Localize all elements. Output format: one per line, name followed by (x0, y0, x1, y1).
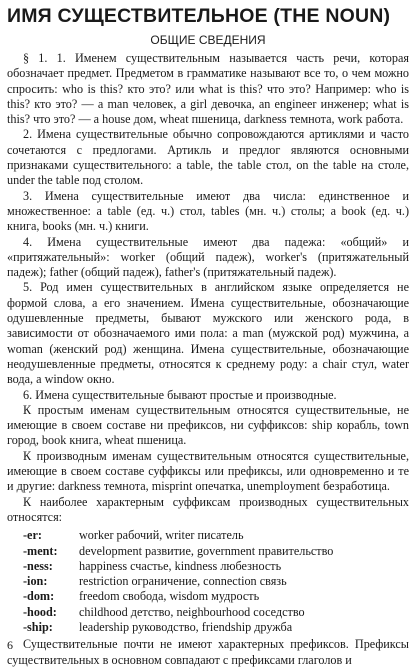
table-row (23, 528, 333, 543)
examples-cell: childhood детство, neighbourhood соседство (79, 604, 305, 619)
examples-cell: leadership руководство, friendship дружба (79, 619, 293, 634)
suffix-cell: -dom: (23, 589, 55, 604)
table-row (23, 589, 333, 604)
paragraph-2: 2. Имена существительные обычно сопровождаются артиклями и часто сочетаются с предлогами. Артикль и предлог являются основными признаками существительного: a table, the table стол, on the table на столе, under the table под столом. (7, 127, 409, 188)
suffix-cell: -ment: (23, 543, 58, 558)
paragraph-3: 3. Имена существительные имеют два числа: единственное и множественное: a table (ед. ч.) стол, tables (мн. ч.) столы; a book (ед. ч.) книга, books (мн. ч.) книги. (7, 188, 409, 234)
paragraph-1: § 1. 1. Именем существительным называется часть речи, которая обозначает предмет. Предметом в грамматике называют все то, о чем можно спросить: who is this? кто это? или what is this? что это? Например: who is this? кто это? — a man человек, a girl девочка, an engineer инженер; what is this? что это? — a house дом, wheat пшеница, darkness темнота, work работа. (7, 51, 409, 127)
paragraph-6: 6. Имена существительные бывают простые и производные. (23, 387, 337, 402)
examples-cell: worker рабочий, writer писатель (79, 528, 244, 543)
paragraph-9: К наиболее характерным суффиксам производных существительных относятся: (7, 494, 409, 524)
table-row (23, 620, 333, 635)
document-body (7, 51, 409, 668)
paragraph-5: 5. Род имен существительных в английском языке определяется не формой слова, а его значением. Имена существительные, обозначающие одушевленные предметы, бывают мужского или женского рода, в зависимости от обозначаемого ими пола: a man (мужской род) мужчина, a woman (женский род) женщина. Имена существительные, обозначающие неодушевленные предметы, относятся к среднему роду: a chair стул, water вода, a window окно. (7, 280, 409, 387)
table-row (23, 605, 333, 620)
suffix-cell: -hood: (23, 604, 57, 619)
table-row (23, 559, 333, 574)
suffix-cell: -ship: (23, 619, 53, 634)
suffix-cell: -ness: (23, 558, 53, 573)
paragraph-7: К простым именам существительным относятся существительные, не имеющие в своем составе ни префиксов, ни суффиксов: ship корабль, town город, book книга, wheat пшеница. (7, 402, 409, 448)
table-row (23, 544, 333, 559)
examples-cell: happiness счастье, kindness любезность (79, 558, 282, 573)
paragraph-4: 4. Имена существительные имеют два падежа: «общий» и «притяжательный»: worker (общий падеж), worker's (притяжательный падеж); father (общий падеж), father's (притяжательный падеж). (7, 234, 409, 280)
page-number: 6 (7, 638, 13, 652)
paragraph-8: К производным именам существительным относятся существительные, имеющие в своем составе суффиксы или префиксы, или одновременно и те и другие: darkness темнота, misprint опечатка, unemployment безработица. (7, 448, 409, 494)
examples-cell: freedom свобода, wisdom мудрость (79, 589, 260, 604)
table-row (23, 574, 333, 589)
suffix-cell: -er: (23, 528, 42, 543)
suffix-table (23, 528, 333, 635)
examples-cell: restriction ограничение, connection связь (79, 574, 287, 589)
closing-paragraph: Существительные почти не имеют характерных префиксов. Префиксы существительных в основном совпадают с префиксами глаголов и (7, 637, 409, 667)
page-title: ИМЯ СУЩЕСТВИТЕЛЬНОЕ (THE NOUN) (7, 5, 391, 27)
examples-cell: development развитие, government правительство (79, 543, 334, 558)
section-subtitle: ОБЩИЕ СВЕДЕНИЯ (150, 33, 266, 47)
suffix-cell: -ion: (23, 574, 48, 589)
